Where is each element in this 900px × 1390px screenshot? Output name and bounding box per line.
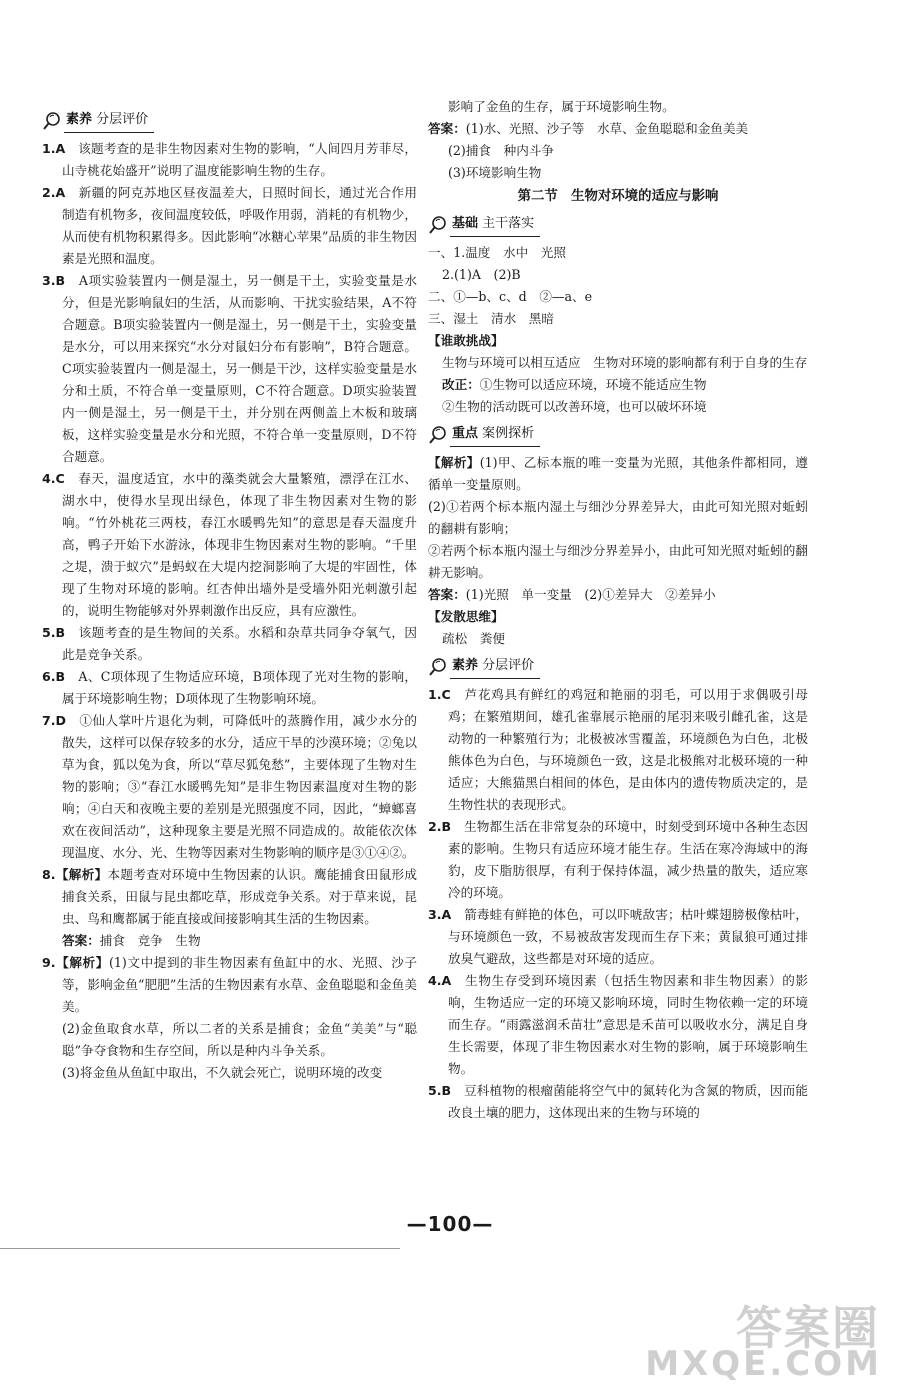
section-header-title: 素养 分层评价 xyxy=(450,655,540,679)
watermark-logo: 答案圈 MXQE.COM xyxy=(645,1301,882,1384)
footer-rule xyxy=(0,1248,400,1249)
diverge-tag: 【发散思维】 xyxy=(428,609,504,624)
diverge-text: 疏松 粪便 xyxy=(442,631,505,646)
answer-line: 答案：(1)光照 单一变量 (2)①差异大 ②差异小 xyxy=(428,587,716,602)
section-header-literacy xyxy=(428,654,808,680)
section-header-literacy xyxy=(42,108,417,134)
magnifier-icon xyxy=(42,111,62,131)
magnifier-icon xyxy=(428,215,448,235)
answer-item: 4.A 生物生存受到环境因素（包括生物因素和非生物因素）的影响，生物适应一定的环境又影响环境，同时生物依赖一定的环境而生存。“雨露滋润禾苗壮”意思是禾苗可以吸收水分，满足自身生长需要，体现了非生物因素水对生物的影响，属于环境影响生物。 xyxy=(428,973,809,1076)
left-column xyxy=(42,104,417,1084)
page-number: —100— xyxy=(406,1212,494,1236)
section-title: 第二节 生物对环境的适应与影响 xyxy=(517,189,719,204)
analysis-paragraph: (2)①若两个标本瓶内湿土与细沙分界差异大，由此可知光照对蚯蚓的翻耕有影响； xyxy=(428,499,808,536)
analysis-paragraph: (3)将金鱼从鱼缸中取出，不久就会死亡，说明环境的改变 xyxy=(62,1065,383,1080)
section-header-title: 素养 分层评价 xyxy=(64,109,154,133)
fix-line: 改正：①生物可以适应环境，环境不能适应生物 xyxy=(442,377,707,392)
answer-item: 4.C 春天，温度适宜，水中的藻类就会大量繁殖，漂浮在江水、湖水中，使得水呈现出绿色，体现了非生物因素对生物的影响。“竹外桃花三两枝，春江水暖鸭先知”的意思是春天温度升高，鸭子开始下水游泳，体现非生物因素对生物的影响。“千里之堤，溃于蚁穴”是蚂蚁在大堤内挖洞影响了大堤的牢固性，体现了生物对环境的影响。红杏伸出墙外是受墙外阳光刺激引起的，说明生物能够对外界刺激作出反应，具有应激性。 xyxy=(42,471,418,618)
answer-item: 5.B 豆科植物的根瘤菌能将空气中的氮转化为含氮的物质，因而能改良土壤的肥力，这体现出来的生物与环境的 xyxy=(428,1083,809,1120)
answer-item: 7.D ①仙人掌叶片退化为刺，可降低叶的蒸腾作用，减少水分的散失，这样可以保存较多的水分，适应干旱的沙漠环境；②兔以草为食，狐以兔为食，所以“草尽狐兔愁”，主要体现了生物对生物的影响；③“春江水暖鸭先知”是非生物因素温度对生物的影响；④白天和夜晚主要的差别是光照强度不同，因此，“蟑螂喜欢在夜间活动”，这种现象主要是光照不同造成的。故能依次体现温度、水分、光、生物等因素对生物影响的顺序是③①④②。 xyxy=(42,713,418,860)
answer-item: 2.A 新疆的阿克苏地区昼夜温差大，日照时间长，通过光合作用制造有机物多，夜间温度较低，呼吸作用弱，消耗的有机物少，从而使有机物积累得多。因此影响“冰糖心苹果”品质的非生物因素是光照和温度。 xyxy=(42,185,418,266)
answer-item: 5.B 该题考查的是生物间的关系。水稻和杂草共同争夺氧气，因此是竞争关系。 xyxy=(42,625,417,662)
answer-item: 9.【解析】(1)文中提到的非生物因素有鱼缸中的水、光照、沙子等，影响金鱼“肥肥”生活的生物因素有水草、金鱼聪聪和金鱼美美。 xyxy=(42,955,418,1014)
challenge-tag: 【谁敢挑战】 xyxy=(428,333,504,348)
basics-line: 二、①—b、c、d ②—a、e xyxy=(428,289,593,304)
answer-item: 6.B A、C项体现了生物适应环境，B项体现了光对生物的影响，属于环境影响生物；D项体现了生物影响环境。 xyxy=(42,669,417,706)
answer-item: 1.C 芦花鸡具有鲜红的鸡冠和艳丽的羽毛，可以用于求偶吸引母鸡；在繁殖期间，雄孔雀靠展示艳丽的尾羽来吸引雌孔雀，这是动物的一种繁殖行为；北极被冰雪覆盖，环境颜色为白色，北极熊体色为白色，与环境颜色一致，这是北极熊对北极环境的一种适应；大熊猫黑白相间的体色，是由体内的遗传物质决定的，是生物性状的表现形式。 xyxy=(428,687,809,812)
section-header-title: 基础 主干落实 xyxy=(450,213,540,237)
fix-line: ②生物的活动既可以改善环境，也可以破坏环境 xyxy=(442,399,707,414)
magnifier-icon xyxy=(428,657,448,677)
analysis-paragraph: ②若两个标本瓶内湿土与细沙分界差异小，由此可知光照对蚯蚓的翻耕无影响。 xyxy=(428,543,808,580)
answer-item: 2.B 生物都生活在非常复杂的环境中，时刻受到环境中各种生态因素的影响。生物只有适应环境才能生存。生活在寒冷海域中的海豹，皮下脂肪很厚，有利于保持体温，减少热量的散失，适应寒冷的环境。 xyxy=(428,819,809,900)
answer-item: 1.A 该题考查的是非生物因素对生物的影响，“人间四月芳菲尽，山寺桃花始盛开”说明了温度能影响生物的生存。 xyxy=(42,141,417,178)
answer-line: (3)环境影响生物 xyxy=(448,165,542,180)
answer-line: 答案：(1)水、光照、沙子等 水草、金鱼聪聪和金鱼美美 xyxy=(428,121,749,136)
section-header-cases xyxy=(428,422,808,448)
section-header-basics xyxy=(428,212,808,238)
answer-item: 8.【解析】本题考查对环境中生物因素的认识。鹰能捕食田鼠形成捕食关系，田鼠与昆虫都吃草，形成竞争关系。对于草来说，昆虫、鸟和鹰都属于能直接或间接影响其生活的生物因素。 xyxy=(42,867,418,926)
analysis-paragraph: (2)金鱼取食水草，所以二者的关系是捕食；金鱼“美美”与“聪聪”争夺食物和生存空间，所以是种内斗争关系。 xyxy=(62,1021,417,1058)
section-header-title: 重点 案例探析 xyxy=(450,423,540,447)
answer-line: 答案：捕食 竞争 生物 xyxy=(62,933,201,948)
right-column xyxy=(428,96,808,1124)
magnifier-icon xyxy=(428,425,448,445)
answer-item: 3.A 箭毒蛙有鲜艳的体色，可以吓唬敌害；枯叶蝶翅膀极像枯叶，与环境颜色一致，不易被敌害发现而生存下来；黄鼠狼可通过排放臭气避敌，这些都是对环境的适应。 xyxy=(428,907,809,966)
basics-line: 三、湿土 清水 黑暗 xyxy=(428,311,554,326)
answer-item: 3.B A项实验装置内一侧是湿土，另一侧是干土，实验变量是水分，但是光影响鼠妇的生活，从而影响、干扰实验结果，A不符合题意。B项实验装置内一侧是湿土，另一侧是干土，实验变量是水分，可以用来探究“水分对鼠妇分布有影响”，B符合题意。C项实验装置内一侧是湿土，另一侧是干沙，这样实验变量是水分和土质，不符合单一变量原则，C不符合题意。D项实验装置内一侧是湿土，另一侧是干土，并分别在两侧盖上木板和玻璃板，这样实验变量是水分和光照，不符合单一变量原则，D不符合题意。 xyxy=(42,273,417,464)
answer-line: (2)捕食 种内斗争 xyxy=(448,143,554,158)
challenge-text: 生物与环境可以相互适应 生物对环境的影响都有利于自身的生存 xyxy=(442,355,808,370)
analysis-continuation: 影响了金鱼的生存，属于环境影响生物。 xyxy=(448,99,675,114)
basics-line: 一、1.温度 水中 光照 xyxy=(428,245,566,260)
analysis-paragraph: 【解析】(1)甲、乙标本瓶的唯一变量为光照，其他条件都相同，遵循单一变量原则。 xyxy=(428,455,809,492)
basics-line: 2.(1)A (2)B xyxy=(442,267,521,282)
